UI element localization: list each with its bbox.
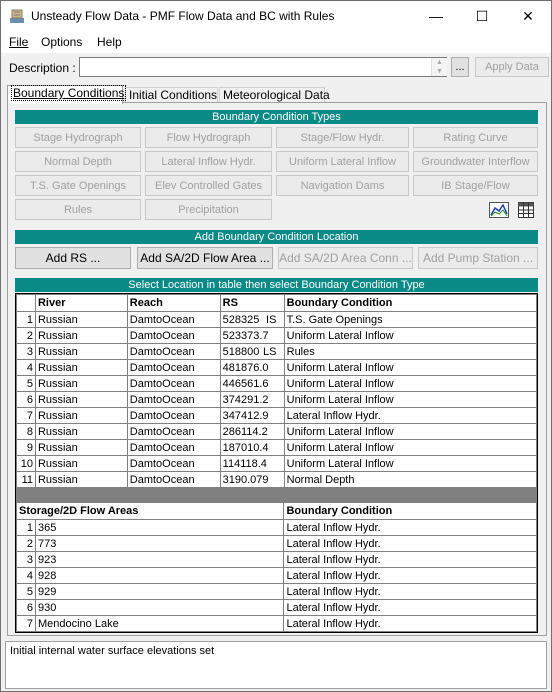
rs-cell[interactable]: [220, 440, 284, 456]
table-row[interactable]: [17, 312, 537, 328]
bc-cell[interactable]: Uniform Lateral Inflow: [284, 456, 536, 472]
groundwater-interflow-button[interactable]: Groundwater Interflow: [413, 151, 538, 172]
table-row[interactable]: [17, 456, 537, 472]
rs-cell[interactable]: [220, 344, 284, 360]
status-box: Initial internal water surface elevations set: [5, 641, 547, 689]
rs-value: 347412.9: [222, 409, 269, 422]
table-row[interactable]: [17, 328, 537, 344]
row-number: 8: [17, 424, 36, 440]
table-row[interactable]: [17, 392, 537, 408]
reach-cell[interactable]: DamtoOcean: [127, 456, 220, 472]
reach-cell[interactable]: DamtoOcean: [127, 376, 220, 392]
river-cell[interactable]: Russian: [35, 424, 127, 440]
bc-cell[interactable]: Uniform Lateral Inflow: [284, 360, 536, 376]
row-number: 2: [17, 536, 36, 552]
normal-depth-button[interactable]: Normal Depth: [15, 151, 141, 172]
river-cell[interactable]: Russian: [35, 344, 127, 360]
row-number: 5: [17, 584, 36, 600]
row-number: 1: [17, 520, 36, 536]
bc-cell[interactable]: Lateral Inflow Hydr.: [284, 584, 537, 600]
table-row[interactable]: [17, 440, 537, 456]
add-sa-2d-area-conn-button[interactable]: Add SA/2D Area Conn ...: [278, 247, 413, 269]
menu-bar: [1, 31, 551, 53]
spin-down-icon: ▼: [436, 68, 443, 75]
bc-cell[interactable]: T.S. Gate Openings: [284, 312, 536, 328]
storage-area-cell[interactable]: 365: [35, 520, 284, 536]
row-number: 2: [17, 328, 36, 344]
storage-row[interactable]: [17, 584, 537, 600]
reach-cell[interactable]: DamtoOcean: [127, 360, 220, 376]
rs-value: 374291.2: [222, 393, 269, 406]
river-cell[interactable]: Russian: [35, 472, 127, 488]
rs-cell[interactable]: [220, 328, 284, 344]
rs-cell[interactable]: [220, 456, 284, 472]
rs-cell[interactable]: [220, 472, 284, 488]
storage-row[interactable]: [17, 552, 537, 568]
stage-hydrograph-button[interactable]: Stage Hydrograph: [15, 127, 141, 148]
rs-value: 518800: [222, 345, 260, 358]
rs-cell[interactable]: [220, 360, 284, 376]
description-label: Description :: [9, 61, 76, 75]
row-number: 4: [17, 568, 36, 584]
row-number: 7: [17, 408, 36, 424]
row-number: 4: [17, 360, 36, 376]
row-number: 11: [17, 472, 36, 488]
bc-cell[interactable]: Lateral Inflow Hydr.: [284, 408, 536, 424]
rs-cell[interactable]: [220, 392, 284, 408]
river-cell[interactable]: Russian: [35, 392, 127, 408]
row-number: 1: [17, 312, 36, 328]
rs-value: 114118.4: [222, 457, 267, 470]
table-row[interactable]: [17, 424, 537, 440]
table-row[interactable]: [17, 360, 537, 376]
row-number: 5: [17, 376, 36, 392]
apply-data-button[interactable]: Apply Data: [475, 57, 549, 77]
bc-cell[interactable]: Uniform Lateral Inflow: [284, 376, 536, 392]
plot-icon: [489, 202, 509, 218]
reach-cell[interactable]: DamtoOcean: [127, 440, 220, 456]
rs-value: 286114.2: [222, 425, 268, 438]
bc-types-header: Boundary Condition Types: [15, 110, 538, 124]
rs-tag: IS: [266, 313, 277, 326]
description-spin[interactable]: [431, 58, 447, 76]
reach-cell[interactable]: DamtoOcean: [127, 424, 220, 440]
river-cell[interactable]: Russian: [35, 408, 127, 424]
reach-cell[interactable]: DamtoOcean: [127, 328, 220, 344]
bc-cell[interactable]: Lateral Inflow Hydr.: [284, 616, 537, 632]
storage-header-row: [17, 503, 537, 520]
rules-button[interactable]: Rules: [15, 199, 141, 220]
uniform-lateral-inflow-button[interactable]: Uniform Lateral Inflow: [276, 151, 409, 172]
bc-cell[interactable]: Rules: [284, 344, 536, 360]
lateral-inflow-hydr-button[interactable]: Lateral Inflow Hydr.: [145, 151, 272, 172]
bc-cell[interactable]: Uniform Lateral Inflow: [284, 328, 536, 344]
add-rs-button[interactable]: Add RS ...: [15, 247, 131, 269]
row-number: 3: [17, 344, 36, 360]
rs-tag: LS: [262, 345, 277, 358]
navigation-dams-button[interactable]: Navigation Dams: [276, 175, 409, 196]
menu-file[interactable]: File: [9, 35, 29, 49]
description-browse-button[interactable]: ...: [451, 57, 469, 77]
bc-cell[interactable]: Normal Depth: [284, 472, 536, 488]
storage-row[interactable]: [17, 616, 537, 632]
storage-area-cell[interactable]: 923: [35, 552, 284, 568]
rs-cell[interactable]: [220, 376, 284, 392]
bc-location-header: Add Boundary Condition Location: [15, 230, 538, 244]
rs-value: 528325: [222, 313, 260, 326]
river-cell[interactable]: Russian: [35, 440, 127, 456]
window-title: Unsteady Flow Data - PMF Flow Data and BC with Rules: [31, 9, 335, 23]
row-number: 7: [17, 616, 36, 632]
storage-row[interactable]: [17, 568, 537, 584]
bc-cell[interactable]: Uniform Lateral Inflow: [284, 392, 536, 408]
description-input[interactable]: [79, 57, 447, 77]
reach-cell[interactable]: DamtoOcean: [127, 392, 220, 408]
river-cell[interactable]: Russian: [35, 328, 127, 344]
close-icon: ✕: [522, 7, 534, 24]
row-number: 3: [17, 552, 36, 568]
bc-cell[interactable]: Lateral Inflow Hydr.: [284, 600, 537, 616]
menu-options[interactable]: Options: [41, 35, 83, 49]
row-number: 6: [17, 600, 36, 616]
storage-area-cell[interactable]: 930: [35, 600, 284, 616]
rs-cell[interactable]: [220, 312, 284, 328]
minimize-icon: —: [429, 8, 443, 24]
bc-cell[interactable]: Lateral Inflow Hydr.: [284, 568, 537, 584]
title-bar: [1, 1, 551, 31]
maximize-button[interactable]: [459, 1, 505, 31]
column-header-rs: RS: [220, 295, 284, 312]
row-number: 9: [17, 440, 36, 456]
rs-cell[interactable]: [220, 408, 284, 424]
table-button[interactable]: [515, 199, 537, 220]
storage-row[interactable]: [17, 536, 537, 552]
dam-icon: [9, 8, 25, 24]
bc-cell[interactable]: Lateral Inflow Hydr.: [284, 520, 537, 536]
boundary-conditions-table: [15, 293, 538, 633]
row-number: 6: [17, 392, 36, 408]
reach-cell[interactable]: DamtoOcean: [127, 312, 220, 328]
rs-cell[interactable]: [220, 424, 284, 440]
column-header-storage-boundary-condition: Boundary Condition: [284, 503, 537, 520]
bc-cell[interactable]: Lateral Inflow Hydr.: [284, 536, 537, 552]
maximize-icon: ☐: [475, 7, 489, 24]
table-icon: [518, 202, 534, 218]
rs-value: 187010.4: [222, 441, 269, 454]
river-cell[interactable]: Russian: [35, 376, 127, 392]
elev-controlled-gates-button[interactable]: Elev Controlled Gates: [145, 175, 272, 196]
tab-label: Meteorological Data: [223, 88, 330, 102]
rs-value: 523373.7: [222, 329, 269, 342]
river-cell[interactable]: Russian: [35, 456, 127, 472]
rs-value: 481876.0: [222, 361, 269, 374]
rs-value: 446561.6: [222, 377, 269, 390]
storage-area-cell[interactable]: 773: [35, 536, 284, 552]
tab-label: Boundary Conditions: [13, 86, 125, 100]
table-header-row: [17, 295, 537, 312]
minimize-button[interactable]: [413, 1, 459, 31]
river-cell[interactable]: Russian: [35, 360, 127, 376]
table-row[interactable]: [17, 344, 537, 360]
reach-cell[interactable]: DamtoOcean: [127, 408, 220, 424]
stage-flow-hydr-button[interactable]: Stage/Flow Hydr.: [276, 127, 409, 148]
add-sa-2d-flow-area-button[interactable]: Add SA/2D Flow Area ...: [137, 247, 273, 269]
ib-stage-flow-button[interactable]: IB Stage/Flow: [413, 175, 538, 196]
add-pump-station-button[interactable]: Add Pump Station ...: [418, 247, 538, 269]
close-button[interactable]: [505, 1, 551, 31]
tab-label: Initial Conditions: [129, 88, 218, 102]
column-header-reach: Reach: [127, 295, 220, 312]
rating-curve-button[interactable]: Rating Curve: [413, 127, 538, 148]
bc-cell[interactable]: Uniform Lateral Inflow: [284, 424, 536, 440]
ts-gate-openings-button[interactable]: T.S. Gate Openings: [15, 175, 141, 196]
row-number: 10: [17, 456, 36, 472]
rs-value: 3190.079: [222, 473, 269, 486]
flow-hydrograph-button[interactable]: Flow Hydrograph: [145, 127, 272, 148]
table-separator: [17, 488, 537, 502]
table-row[interactable]: [17, 408, 537, 424]
storage-row[interactable]: [17, 520, 537, 536]
bc-cell[interactable]: Lateral Inflow Hydr.: [284, 552, 537, 568]
table-row[interactable]: [17, 376, 537, 392]
storage-area-cell[interactable]: Mendocino Lake: [35, 616, 284, 632]
column-header-boundary-condition: Boundary Condition: [284, 295, 536, 312]
plot-button[interactable]: [487, 199, 511, 220]
corner-cell: [17, 295, 36, 312]
table-header-bar: Select Location in table then select Boundary Condition Type: [15, 278, 538, 292]
column-header-river: River: [35, 295, 127, 312]
storage-row[interactable]: [17, 600, 537, 616]
storage-area-cell[interactable]: 929: [35, 584, 284, 600]
spin-up-icon: ▲: [436, 59, 443, 66]
tab-initial-conditions[interactable]: [125, 87, 218, 103]
reach-cell[interactable]: DamtoOcean: [127, 344, 220, 360]
river-cell[interactable]: Russian: [35, 312, 127, 328]
bc-cell[interactable]: Uniform Lateral Inflow: [284, 440, 536, 456]
table-row[interactable]: [17, 472, 537, 488]
precipitation-button[interactable]: Precipitation: [145, 199, 272, 220]
tab-boundary-conditions[interactable]: [7, 85, 123, 104]
reach-cell[interactable]: DamtoOcean: [127, 472, 220, 488]
tab-meteorological-data[interactable]: [219, 87, 330, 103]
storage-area-cell[interactable]: 928: [35, 568, 284, 584]
menu-help[interactable]: Help: [97, 35, 122, 49]
column-header-storage-areas: Storage/2D Flow Areas: [17, 503, 284, 520]
